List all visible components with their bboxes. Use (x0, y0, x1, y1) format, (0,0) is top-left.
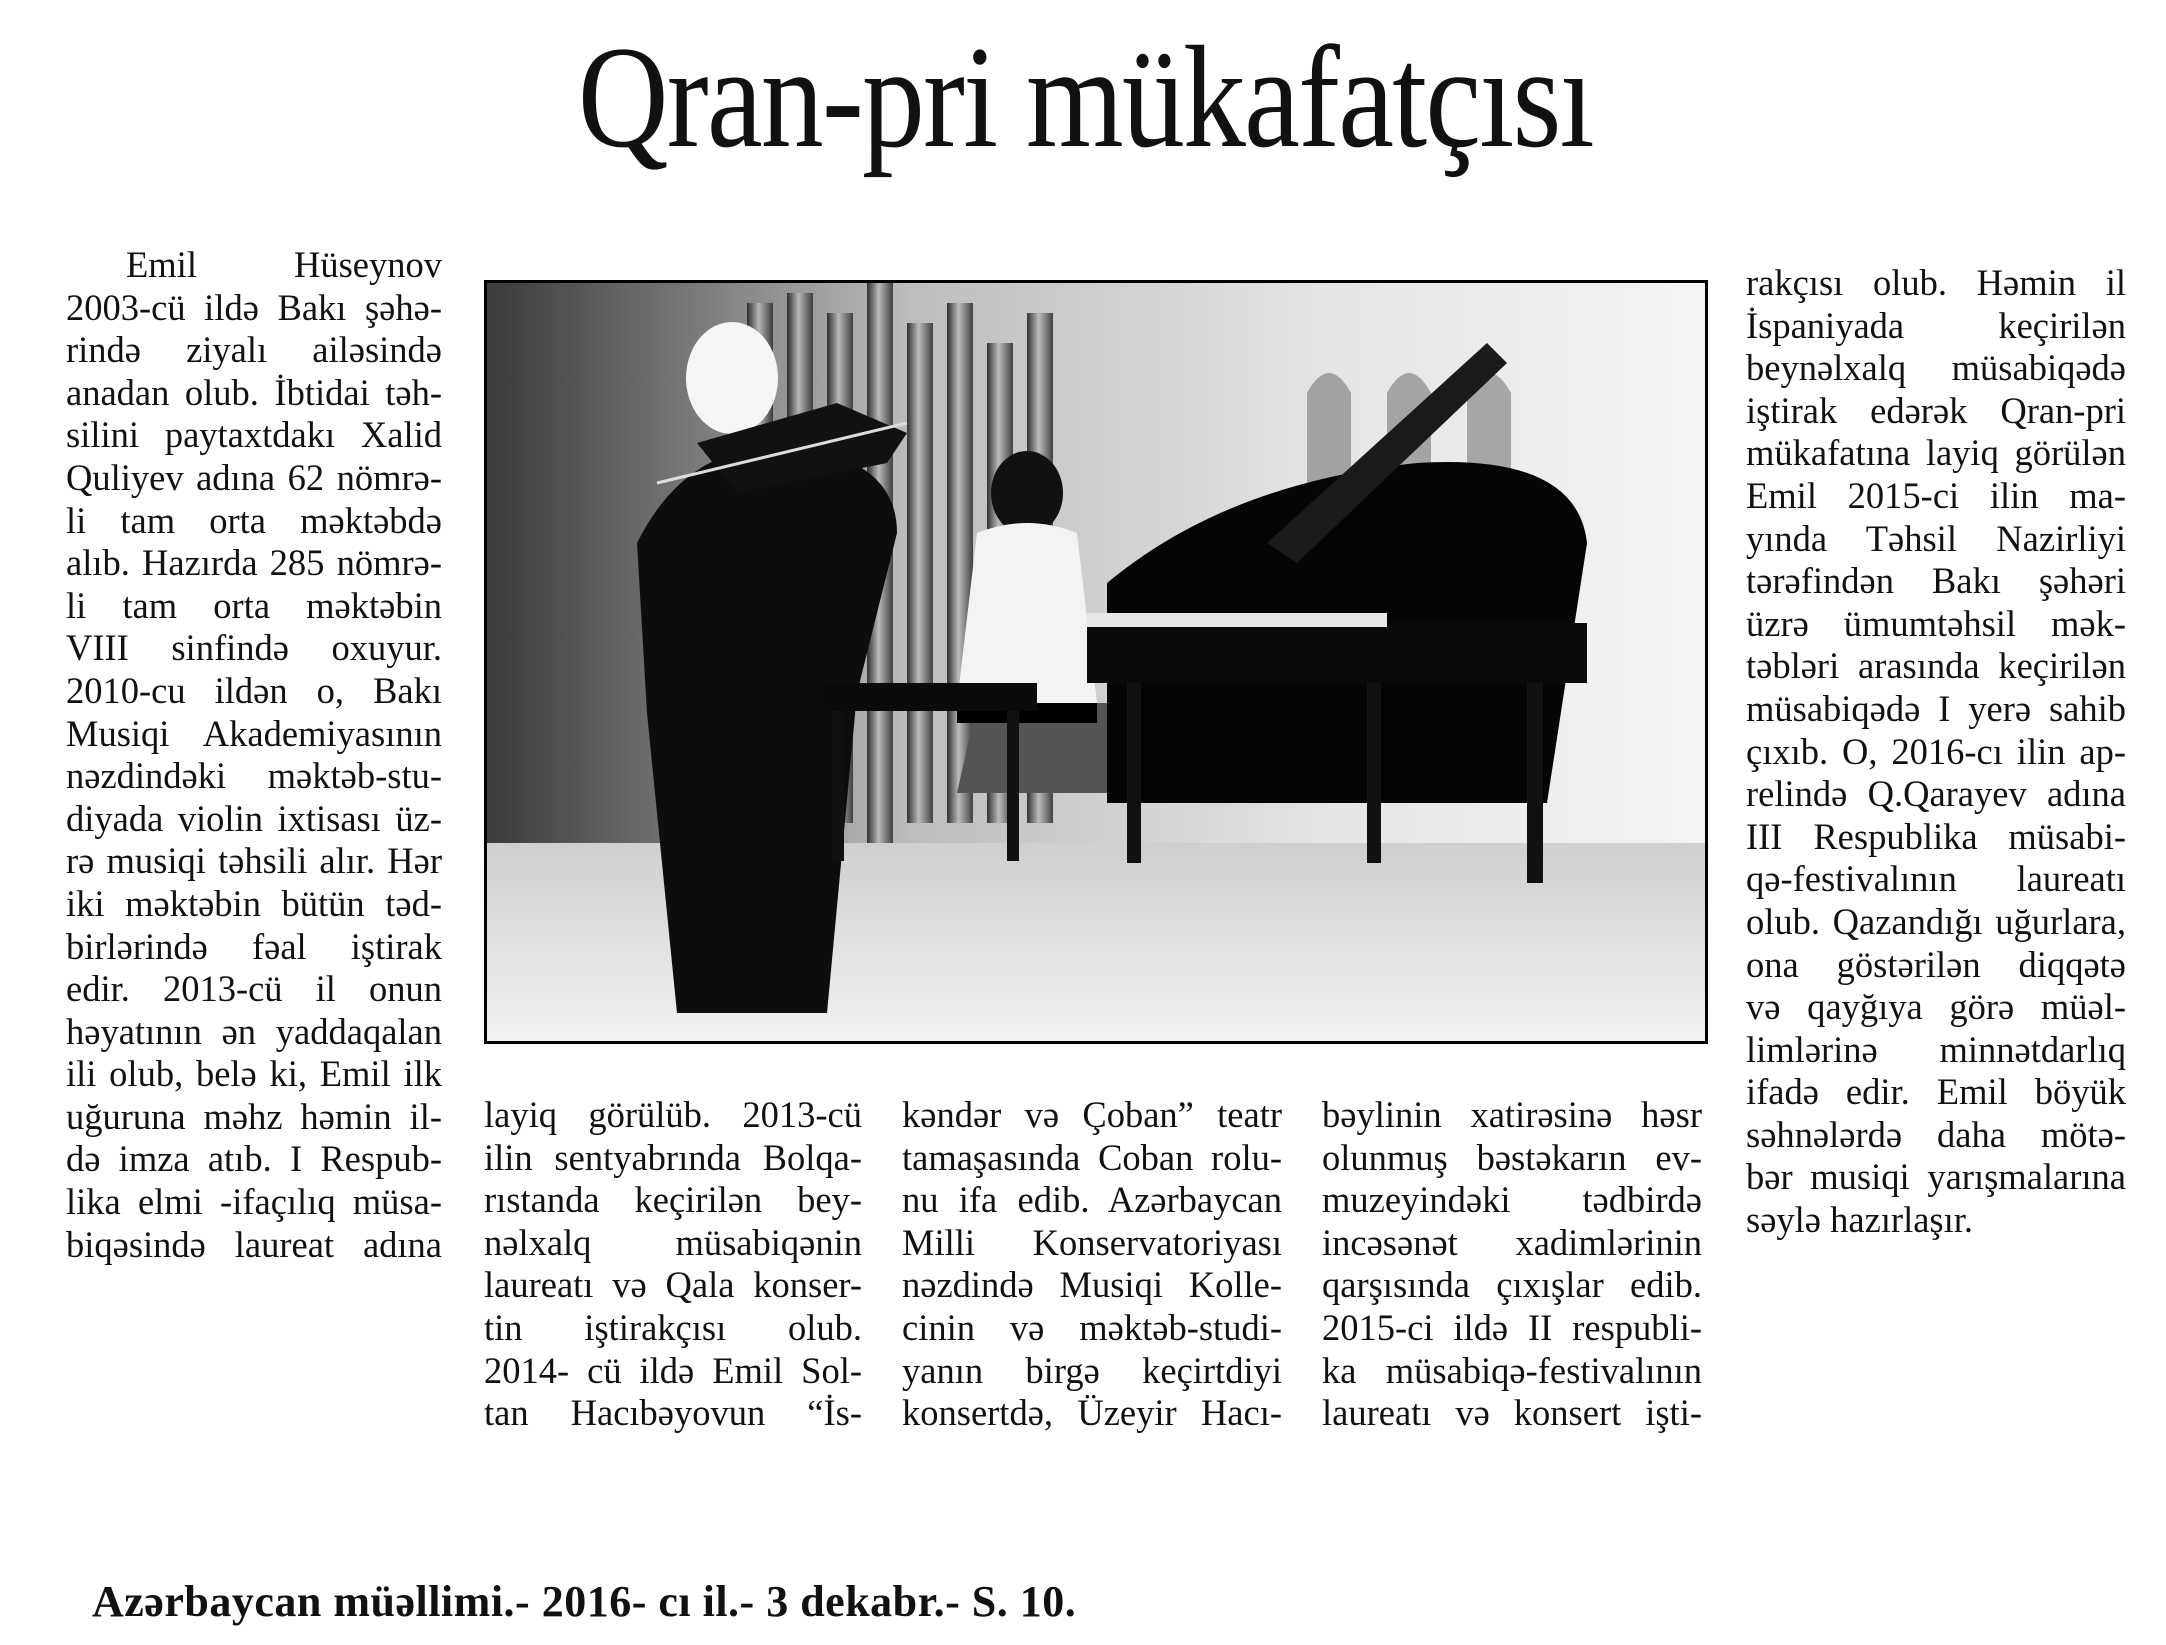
text-line: li tam orta məktəbin (66, 584, 442, 626)
text-line: birlərində fəal iştirak (66, 925, 442, 967)
text-line: biqəsində laureat adına (66, 1223, 442, 1265)
text-line: laureatı və konsert işti- (1322, 1392, 1702, 1434)
text-line: rə musiqi təhsili alır. Hər (66, 840, 442, 882)
text-line: III Respublika müsabi- (1746, 815, 2126, 857)
text-line: müsabiqədə I yerə sahib (1746, 687, 2126, 729)
text-line: yanın birgə keçirtdiyi (902, 1349, 1282, 1391)
text-line: səhnələrdə daha mötə- (1746, 1113, 2126, 1155)
text-line: ona göstərilən diqqətə (1746, 943, 2126, 985)
text-line: beynəlxalq müsabiqədə (1746, 347, 2126, 389)
text-line: nəzdində Musiqi Kolle- (902, 1264, 1282, 1306)
text-line: nəlxalq müsabiqənin (484, 1221, 862, 1263)
text-line: kəndər və Çoban” teatr (902, 1094, 1282, 1135)
text-line: nəzdindəki məktəb-stu- (66, 755, 442, 797)
text-line: relində Q.Qarayev adına (1746, 773, 2126, 815)
text-line: iştirak edərək Qran-pri (1746, 389, 2126, 431)
text-line: Quliyev adına 62 nömrə- (66, 456, 442, 498)
text-line: Emil Hüseynov (126, 244, 442, 285)
text-line: diyada violin ixtisası üz- (66, 797, 442, 839)
text-line: ka müsabiqə-festivalının (1322, 1349, 1702, 1391)
article-column-4 (1322, 1094, 1702, 1435)
concert-photo (484, 280, 1708, 1044)
text-line: tərəfindən Bakı şəhəri (1746, 560, 2126, 602)
article-column-3 (902, 1094, 1282, 1435)
article-column-1 (66, 244, 442, 1266)
text-line: VIII sinfində oxuyur. (66, 627, 442, 669)
text-line: nu ifa edib. Azərbaycan (902, 1179, 1282, 1221)
article-headline: Qran-pri mükafatçısı (577, 16, 1593, 178)
text-line: qarşısında çıxışlar edib. (1322, 1264, 1702, 1306)
text-line: alıb. Hazırda 285 nömrə- (66, 542, 442, 584)
text-line: olunmuş bəstəkarın ev- (1322, 1136, 1702, 1178)
text-line: laureatı və Qala konser- (484, 1264, 862, 1306)
text-line: tin iştirakçısı olub. (484, 1306, 862, 1348)
article-column-2 (484, 1094, 862, 1435)
text-line: silini paytaxtdakı Xalid (66, 414, 442, 456)
text-line: yında Təhsil Nazirliyi (1746, 517, 2126, 559)
text-line: iki məktəbin bütün təd- (66, 882, 442, 924)
text-line: rıstanda keçirilən bey- (484, 1179, 862, 1221)
text-line: uğuruna məhz həmin il- (66, 1095, 442, 1137)
text-line: li tam orta məktəbdə (66, 499, 442, 541)
text-line: olub. Qazandığı uğurlara, (1746, 900, 2126, 942)
text-line: həyatının ən yaddaqalan (66, 1010, 442, 1052)
photo-image (487, 283, 1705, 1041)
text-line: 2003-cü ildə Bakı şəhə- (66, 286, 442, 328)
text-line: çıxıb. O, 2016-cı ilin ap- (1746, 730, 2126, 772)
text-line: limlərinə minnətdarlıq (1746, 1028, 2126, 1070)
text-line: tamaşasında Coban rolu- (902, 1136, 1282, 1178)
source-caption: Azərbaycan müəllimi.- 2016- cı il.- 3 dekabr.- S. 10. (92, 1577, 1077, 1626)
text-line: də imza atıb. I Respub- (66, 1138, 442, 1180)
text-line: muzeyindəki tədbirdə (1322, 1179, 1702, 1221)
text-line: lika elmi -ifaçılıq müsa- (66, 1181, 442, 1223)
text-line: rakçısı olub. Həmin il (1746, 262, 2126, 303)
text-line: səylə hazırlaşır. (1746, 1199, 1974, 1241)
text-line: tan Hacıbəyovun “İs- (484, 1392, 862, 1434)
text-line: 2015-ci ildə II respubli- (1322, 1306, 1702, 1348)
text-line: 2010-cu ildən o, Bakı (66, 669, 442, 711)
text-line: anadan olub. İbtidai təh- (66, 371, 442, 413)
text-line: bəylinin xatirəsinə həsr (1322, 1094, 1702, 1135)
text-line: qə-festivalının laureatı (1746, 858, 2126, 900)
text-line: Emil 2015-ci ilin ma- (1746, 474, 2126, 516)
article-column-5 (1746, 262, 2126, 1242)
text-line: layiq görülüb. 2013-cü (484, 1094, 862, 1135)
text-line: təbləri arasında keçirilən (1746, 645, 2126, 687)
text-line: cinin və məktəb-studi- (902, 1306, 1282, 1348)
text-line: ifadə edir. Emil böyük (1746, 1071, 2126, 1113)
text-line: Musiqi Akademiyasının (66, 712, 442, 754)
text-line: konsertdə, Üzeyir Hacı- (902, 1392, 1282, 1434)
text-line: İspaniyada keçirilən (1746, 304, 2126, 346)
text-line: Milli Konservatoriyası (902, 1221, 1282, 1263)
text-line: 2014- cü ildə Emil Sol- (484, 1349, 862, 1391)
text-line: bər musiqi yarışmalarına (1746, 1156, 2126, 1198)
text-line: ilin sentyabrında Bolqa- (484, 1136, 862, 1178)
text-line: edir. 2013-cü il onun (66, 968, 442, 1010)
text-line: və qayğıya görə müəl- (1746, 986, 2126, 1028)
text-line: ili olub, belə ki, Emil ilk (66, 1053, 442, 1095)
text-line: incəsənət xadimlərinin (1322, 1221, 1702, 1263)
text-line: üzrə ümumtəhsil mək- (1746, 602, 2126, 644)
text-line: mükafatına layiq görülən (1746, 432, 2126, 474)
text-line: rində ziyalı ailəsində (66, 329, 442, 371)
